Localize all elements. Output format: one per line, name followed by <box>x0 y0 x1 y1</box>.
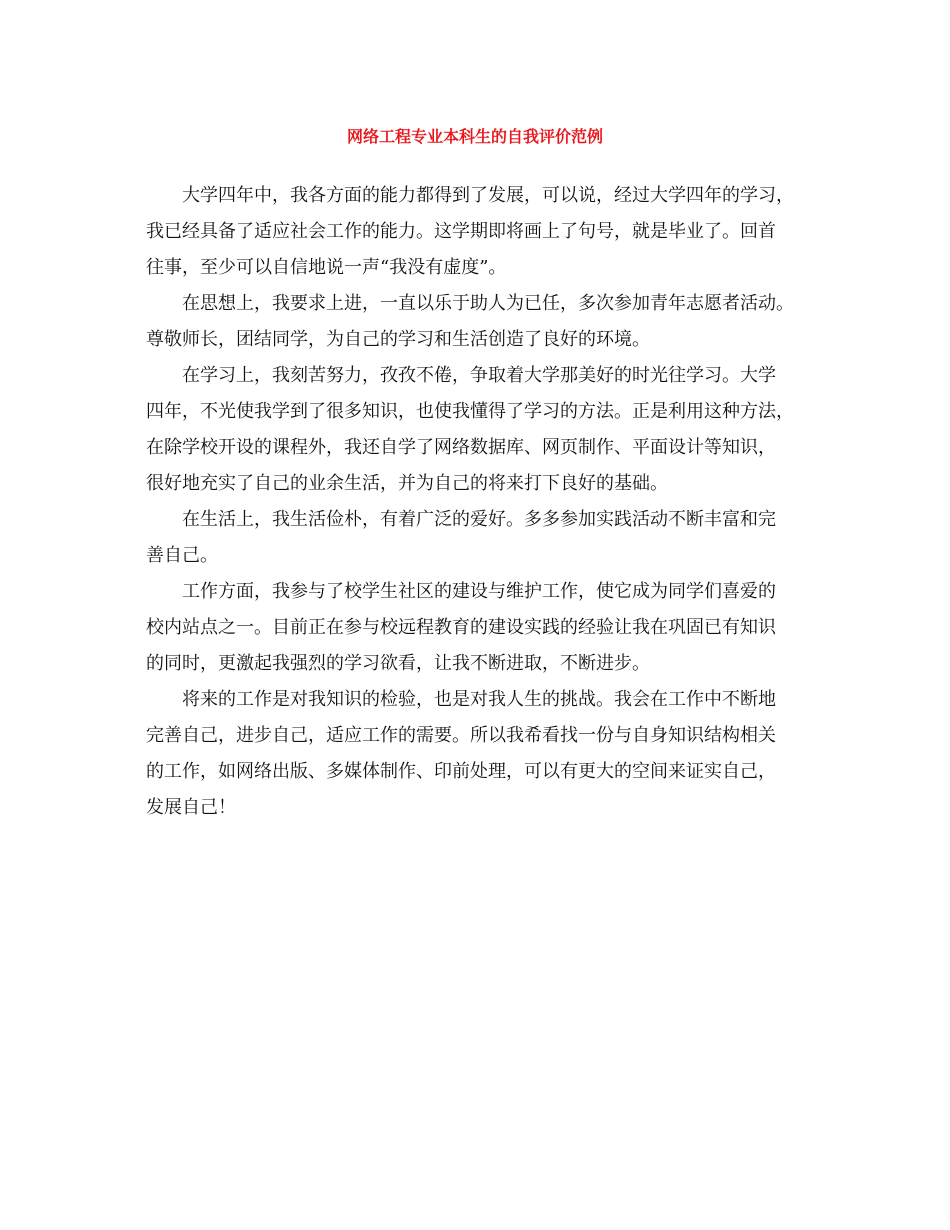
text-line: 往事，至少可以自信地说一声“我没有虚度”。 <box>146 257 507 278</box>
paragraph-work <box>146 574 810 682</box>
text-line: 完善自己，进步自己，适应工作的需要。所以我希看找一份与自身知识结构相关 <box>146 725 776 746</box>
text-line: 尊敬师长，团结同学，为自己的学习和生活创造了良好的环境。 <box>146 329 650 350</box>
paragraph-overview <box>146 178 810 286</box>
paragraph-future <box>146 682 810 826</box>
text-line: 很好地充实了自己的业余生活，并为自己的将来打下良好的基础。 <box>146 473 668 494</box>
text-line: 工作方面，我参与了校学生社区的建设与维护工作，使它成为同学们喜爱的 <box>182 581 776 602</box>
text-line: 的同时，更激起我强烈的学习欲看，让我不断进取，不断进步。 <box>146 653 650 674</box>
text-line: 我已经具备了适应社会工作的能力。这学期即将画上了句号，就是毕业了。回首 <box>146 221 776 242</box>
text-line: 善自己。 <box>146 545 218 566</box>
text-line: 在除学校开设的课程外，我还自学了网络数据库、网页制作、平面设计等知识， <box>146 437 776 458</box>
text-line: 在学习上，我刻苦努力，孜孜不倦，争取着大学那美好的时光往学习。大学 <box>182 365 776 386</box>
text-line: 在思想上，我要求上进，一直以乐于助人为已任，多次参加青年志愿者活动。 <box>182 293 794 314</box>
paragraph-life <box>146 502 810 574</box>
document-body <box>146 178 810 826</box>
text-line: 的工作，如网络出版、多媒体制作、印前处理，可以有更大的空间来证实自己， <box>146 761 776 782</box>
paragraph-thought <box>146 286 810 358</box>
text-line: 大学四年中，我各方面的能力都得到了发展，可以说，经过大学四年的学习， <box>182 185 794 206</box>
text-line: 校内站点之一。目前正在参与校远程教育的建设实践的经验让我在巩固已有知识 <box>146 617 776 638</box>
text-line: 发展自己！ <box>146 797 236 818</box>
text-line: 在生活上，我生活俭朴，有着广泛的爱好。多多参加实践活动不断丰富和完 <box>182 509 776 530</box>
document-title: 网络工程专业本科生的自我评价范例 <box>346 127 603 146</box>
paragraph-study <box>146 358 810 502</box>
text-line: 四年，不光使我学到了很多知识，也使我懂得了学习的方法。正是利用这种方法， <box>146 401 794 422</box>
text-line: 将来的工作是对我知识的检验，也是对我人生的挑战。我会在工作中不断地 <box>182 689 776 710</box>
